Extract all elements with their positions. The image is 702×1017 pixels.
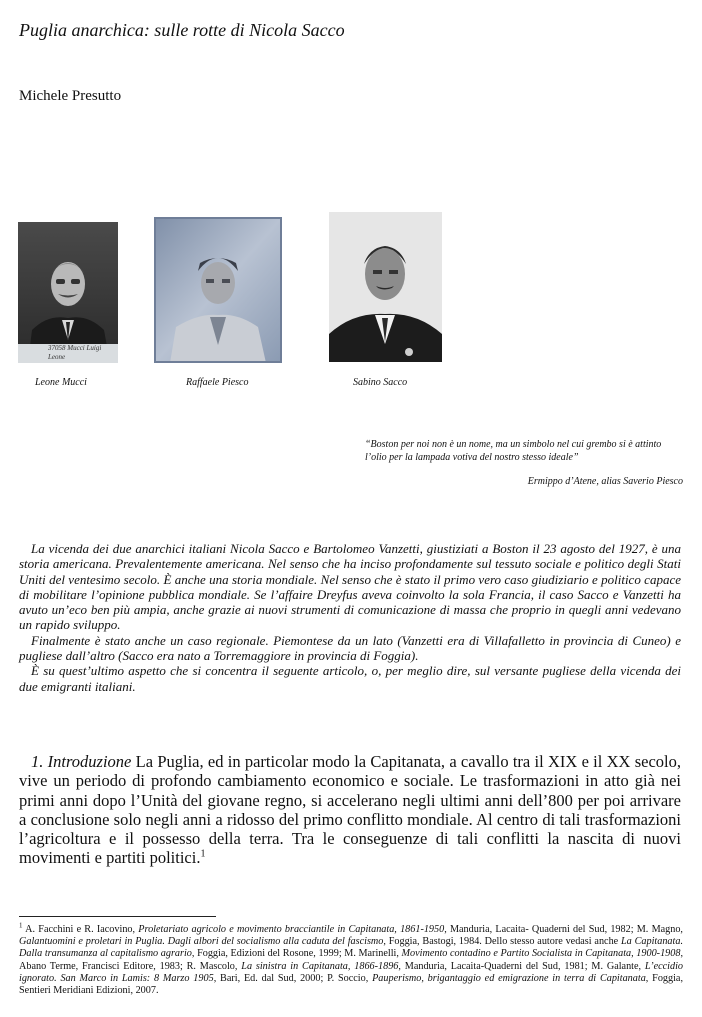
footnote-mark: 1 (19, 921, 23, 930)
footnote-text (19, 921, 683, 997)
abstract (19, 541, 681, 694)
footnote-cited-title: L’eccidio ignorato. San Marco in Lamis: 8 Marzo 1905 (19, 960, 683, 984)
photo-inscription: 37058 Mucci Luigi Leone (48, 344, 102, 361)
photo-caption: Leone Mucci (35, 377, 87, 388)
footnote-divider (19, 916, 216, 917)
introduction-section (19, 752, 681, 868)
photo-sabino-sacco (329, 212, 442, 362)
photo-caption: Raffaele Piesco (186, 377, 249, 388)
introduction-paragraph (19, 752, 681, 868)
article-author: Michele Presutto (19, 88, 122, 104)
epigraph-attribution: Ermippo d’Atene, alias Saverio Piesco (527, 476, 683, 487)
abstract-paragraph: È su quest’ultimo aspetto che si concentra il seguente articolo, o, per meglio dire, sul versante pugliese della vicenda dei due emigranti italiani. (19, 663, 681, 694)
footnote-cited-title: Movimento contadino e Partito Socialista in Capitanata, 1900-1908 (401, 948, 681, 960)
footnote-cited-title: La sinistra in Capitanata, 1866-1896 (241, 960, 399, 972)
footnote-run: , Manduria, Lacaita- Quaderni del Sud, 1982; M. Magno, (444, 924, 683, 935)
footnote-run: , Foggia, Edizioni del Rosone, 1999; M. Marinelli, (191, 948, 402, 960)
footnote-reference[interactable]: 1 (200, 848, 206, 860)
article-title: Puglia anarchica: sulle rotte di Nicola Sacco (19, 20, 345, 40)
footnote (19, 921, 683, 997)
footnote-run: , Abano Terme, Francisci Editore, 1983; R. Mascolo, (19, 948, 683, 972)
footnote-run: , Foggia, Bastogi, 1984. Dello stesso autore vedasi anche (383, 936, 622, 948)
photo-raffaele-piesco (154, 217, 282, 363)
abstract-paragraph: La vicenda dei due anarchici italiani Nicola Sacco e Bartolomeo Vanzetti, giustiziati a Boston il 23 agosto del 1927, è una storia americana. Prevalentemente americana. Nel senso che ha inciso profondamente sul tessuto sociale e politico degli Stati Uniti del ventesimo secolo. È anche una storia mondiale. Nel senso che è stato il primo vero caso giudiziario e politico capace di mobilitare l’opinione pubblica mondiale. Se l’affaire Dreyfus aveva coinvolto la sola Francia, il caso Sacco e Vanzetti ha avuto un’eco ben più ampia, anche grazie ai nuovi strumenti di comunicazione di massa che proprio in quegli anni vedevano un rapido sviluppo. (19, 541, 681, 633)
epigraph-quote: “Boston per noi non è un nome, ma un simbolo nel cui grembo si è attinto l’olio per la lampada votiva del nostro stesso ideale” (365, 439, 662, 463)
photo-leone-mucci (18, 222, 118, 363)
epigraph (365, 438, 683, 488)
introduction-text: La Puglia, ed in particolar modo la Capitanata, a cavallo tra il XIX e il XX secolo, vive un periodo di profondo cambiamento economico e sociale. Le trasformazioni in atto già nei primi anni dopo l’Unità del giovane regno, si accelerano negli ultimi anni dell’800 per poi arrivare a conclusione solo negli anni a ridosso del primo conflitto mondiale. Al centro di tali trasformazioni l’agricoltura e il possesso della terra. Tra le conseguenze di tali conflitti la nascita di nuovi movimenti e partiti politici. (19, 752, 681, 868)
footnote-cited-title: Proletariato agricolo e movimento bracciantile in Capitanata, 1861-1950 (138, 924, 445, 935)
footnote-cited-title: Galantuomini e proletari in Puglia. Dagli albori del socialismo alla caduta del fascismo (19, 936, 384, 948)
footnote-cited-title: La Capitanata. Dalla transumanza al capitalismo agrario (19, 936, 683, 960)
footnote-run: A. Facchini e R. Iacovino, (22, 924, 139, 935)
footnote-run: , Bari, Ed. dal Sud, 2000; P. Soccio, (213, 972, 373, 984)
footnote-run: , Manduria, Lacaita-Quaderni del Sud, 1981; M. Galante, (398, 960, 645, 972)
photo-caption: Sabino Sacco (353, 377, 408, 388)
footnote-cited-title: Pauperismo, brigantaggio ed emigrazione in terra di Capitanata (372, 972, 646, 984)
abstract-paragraph: Finalmente è stato anche un caso regionale. Piemontese da un lato (Vanzetti era di Villafalletto in provincia di Cuneo) e pugliese dall’altro (Sacco era nato a Torremaggiore in provincia di Foggia). (19, 632, 681, 664)
footnote-run: , Foggia, Sentieri Meridiani Edizioni, 2007. (19, 972, 683, 997)
section-heading: 1. Introduzione (31, 752, 132, 771)
